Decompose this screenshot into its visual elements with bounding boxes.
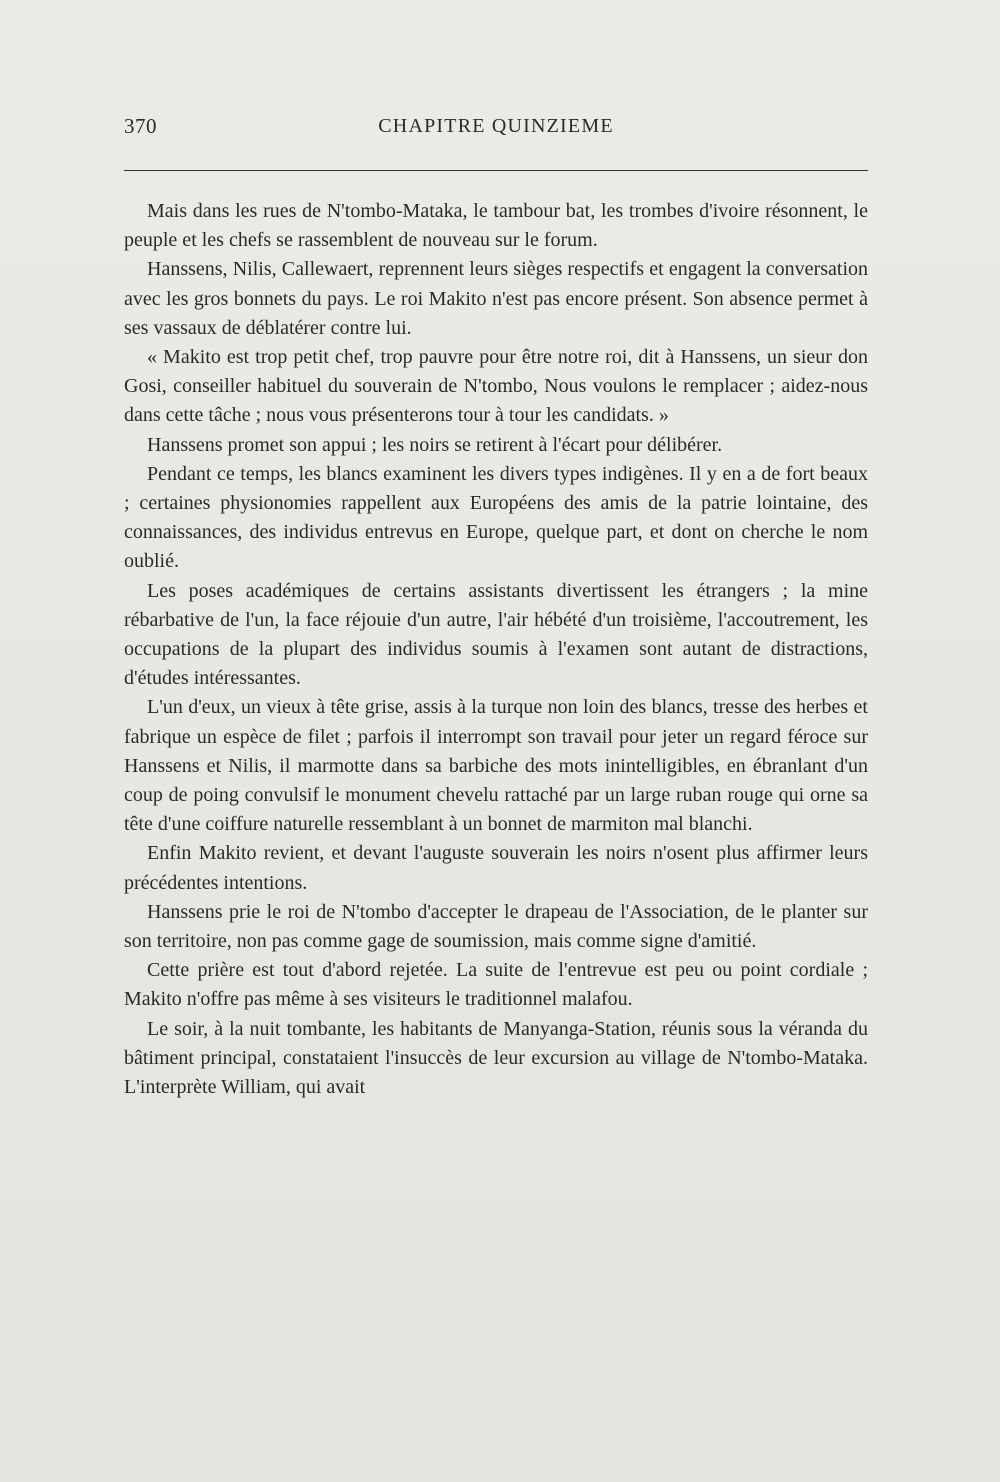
- paragraph: Mais dans les rues de N'tombo-Mataka, le tambour bat, les trombes d'ivoire résonnent, le peuple et les chefs se rassemblent de nouveau sur le forum.: [124, 200, 868, 252]
- paragraph: Hanssens, Nilis, Callewaert, reprennent leurs sièges respectifs et engagent la conversation avec les gros bonnets du pays. Le roi Makito n'est pas encore présent. Son absence permet à ses vassaux de déblatérer contre lui.: [124, 258, 868, 339]
- page-number: 370: [124, 114, 157, 138]
- paragraph: Hanssens prie le roi de N'tombo d'accepter le drapeau de l'Association, de le planter sur son territoire, non pas comme gage de soumission, mais comme signe d'amitié.: [124, 900, 868, 953]
- paragraph: « Makito est trop petit chef, trop pauvre pour être notre roi, dit à Hanssens, un sieur don Gosi, conseiller habituel du souverain de N'tombo, Nous voulons le remplacer ; aidez-nous dans cette tâche ; nous vous présenterons tour à tour les candidats. »: [124, 346, 868, 427]
- paragraph: Hanssens promet son appui ; les noirs se retirent à l'écart pour délibérer.: [147, 433, 723, 456]
- running-head: CHAPITRE QUINZIEME: [378, 115, 614, 137]
- body-text: [124, 197, 868, 1102]
- paragraph: Les poses académiques de certains assistants divertissent les étrangers ; la mine rébarbative de l'un, la face réjouie d'un autre, l'air hébété d'un troisième, l'accoutrement, les occupations de la plupart des individus soumis à l'examen sont autant de distractions, d'études intéressantes.: [124, 579, 868, 690]
- paragraph: Cette prière est tout d'abord rejetée. La suite de l'entrevue est peu ou point cordiale ; Makito n'offre pas même à ses visiteurs le traditionnel malafou.: [124, 959, 868, 1011]
- paragraph: Le soir, à la nuit tombante, les habitants de Manyanga-Station, réunis sous la véranda du bâtiment principal, constataient l'insuccès de leur excursion au village de N'tombo-Mataka. L'interprète William, qui avait: [124, 1017, 868, 1099]
- header-rule: [124, 170, 868, 171]
- paragraph: Enfin Makito revient, et devant l'auguste souverain les noirs n'osent plus affirmer leurs précédentes intentions.: [124, 842, 868, 894]
- page-header: [124, 114, 868, 144]
- paragraph: L'un d'eux, un vieux à tête grise, assis à la turque non loin des blancs, tresse des herbes et fabrique un espèce de filet ; parfois il interrompt son travail pour jeter un regard féroce sur Hanssens et Nilis, il marmotte dans sa barbiche des mots inintelligibles, en ébranlant d'un coup de poing convulsif le monument chevelu rattaché par un large ruban rouge qui orne sa tête d'une coiffure naturelle ressemblant à un bonnet de marmiton mal blanchi.: [124, 696, 868, 836]
- paragraph: Pendant ce temps, les blancs examinent les divers types indigènes. Il y en a de fort beaux ; certaines physionomies rappellent aux Européens des amis de la patrie lointaine, des connaissances, des individus entrevus en Europe, quelque part, et dont on cherche le nom oublié.: [124, 462, 868, 573]
